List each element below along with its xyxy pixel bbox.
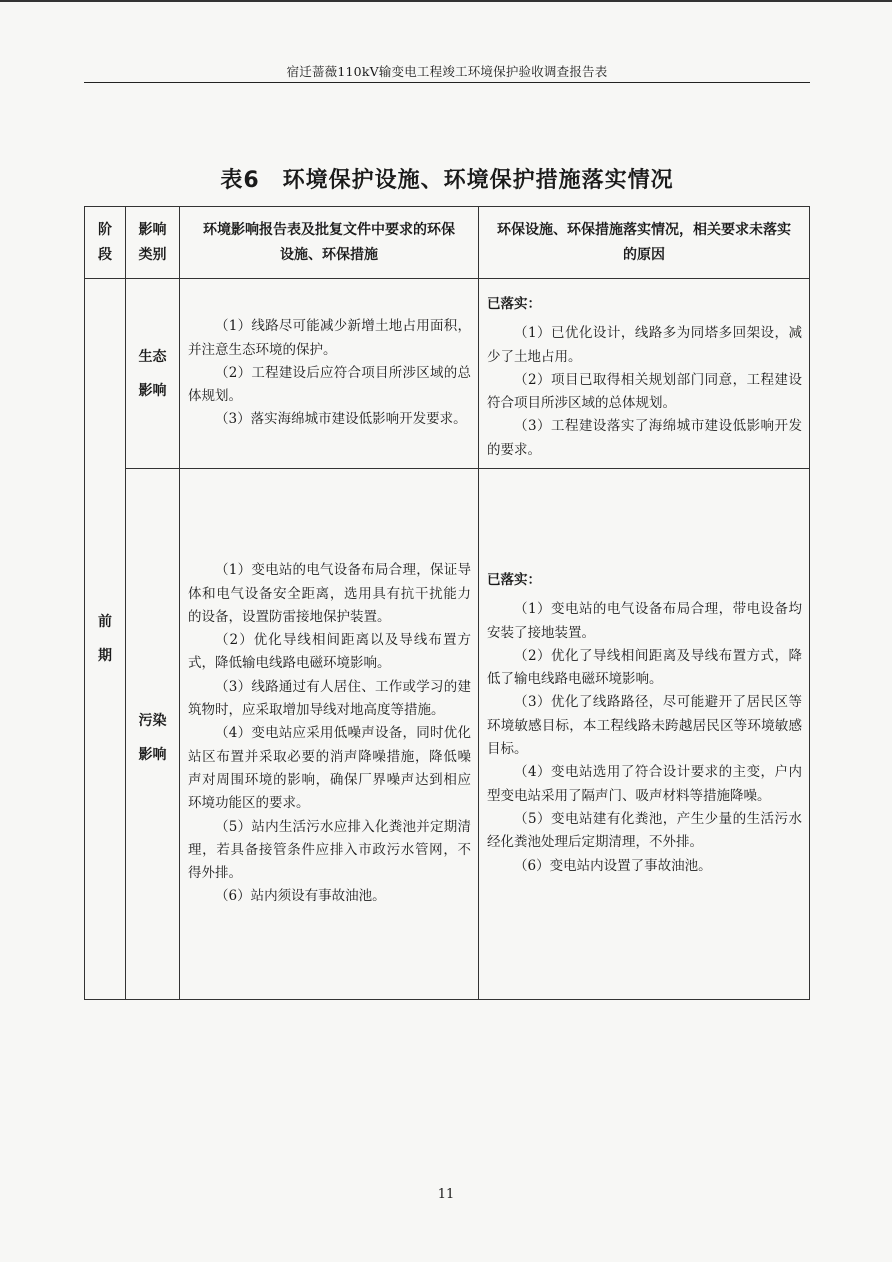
table-row-ecological [85, 279, 810, 469]
top-border-line [0, 0, 892, 2]
stage-cell: 前期 [85, 279, 126, 1000]
implementation-item: （3）工程建设落实了海绵城市建设低影响开发的要求。 [487, 418, 802, 458]
requirements-pollution [180, 469, 479, 1000]
impact-type-pollution: 污染影响 [126, 469, 180, 1000]
table-title: 表6 环境保护设施、环境保护措施落实情况 [220, 168, 674, 193]
implementation-item: （1）已优化设计，线路多为同塔多回架设，减少了土地占用。 [487, 325, 802, 365]
table-header-row [85, 207, 810, 279]
requirement-item: （2）工程建设后应符合项目所涉区域的总体规划。 [188, 364, 471, 405]
implementation-pollution [479, 469, 810, 1000]
requirement-item: （3）线路通过有人居住、工作或学习的建筑物时，应采取增加导线对地高度等措施。 [188, 678, 471, 719]
header-requirements: 环境影响报告表及批复文件中要求的环保设施、环保措施 [180, 207, 479, 279]
implementation-item: （2）项目已取得相关规划部门同意，工程建设符合项目所涉区域的总体规划。 [487, 371, 802, 412]
implemented-label: 已落实： [487, 296, 541, 312]
implementation-item: （1）变电站的电气设备布局合理，带电设备均安装了接地装置。 [487, 601, 802, 641]
page-number: 11 [437, 1187, 455, 1202]
implementation-ecological [479, 279, 810, 469]
header-impact-type: 影响类别 [126, 207, 180, 279]
requirement-item: （1）线路尽可能减少新增土地占用面积，并注意生态环境的保护。 [188, 318, 471, 358]
header-divider [84, 82, 810, 83]
requirement-item: （6）站内须设有事故油池。 [215, 888, 386, 905]
requirement-item: （4）变电站应采用低噪声设备，同时优化站区布置并采取必要的消声降噪措施，降低噪声对周围环境的影响，确保厂界噪声达到相应环境功能区的要求。 [188, 725, 471, 812]
requirement-item: （3）落实海绵城市建设低影响开发要求。 [215, 411, 467, 428]
header-implementation: 环保设施、环保措施落实情况，相关要求未落实的原因 [479, 207, 810, 279]
running-header: 宿迁蔷薇110kV输变电工程竣工环境保护验收调查报告表 [286, 64, 608, 79]
requirement-item: （5）站内生活污水应排入化粪池并定期清理，若具备接管条件应排入市政污水管网，不得外排。 [188, 818, 471, 882]
measures-table [84, 206, 810, 1000]
implementation-item: （4）变电站选用了符合设计要求的主变，户内型变电站采用了隔声门、吸声材料等措施降噪。 [487, 764, 802, 804]
requirement-item: （1）变电站的电气设备布局合理，保证导体和电气设备安全距离，选用具有抗干扰能力的设备，设置防雷接地保护装置。 [188, 562, 471, 625]
impact-type-ecological: 生态影响 [126, 279, 180, 469]
implementation-item: （6）变电站内设置了事故油池。 [514, 857, 712, 874]
implemented-label: 已落实： [487, 572, 541, 588]
implementation-item: （3）优化了线路路径，尽可能避开了居民区等环境敏感目标，本工程线路未跨越居民区等环境敏感目标。 [487, 694, 802, 758]
header-stage: 阶段 [85, 207, 126, 279]
implementation-item: （2）优化了导线相间距离及导线布置方式，降低了输电线路电磁环境影响。 [487, 647, 802, 688]
requirement-item: （2）优化导线相间距离以及导线布置方式，降低输电线路电磁环境影响。 [188, 632, 471, 672]
table-row-pollution [85, 469, 810, 1000]
implementation-item: （5）变电站建有化粪池，产生少量的生活污水经化粪池处理后定期清理，不外排。 [487, 810, 802, 851]
requirements-ecological [180, 279, 479, 469]
